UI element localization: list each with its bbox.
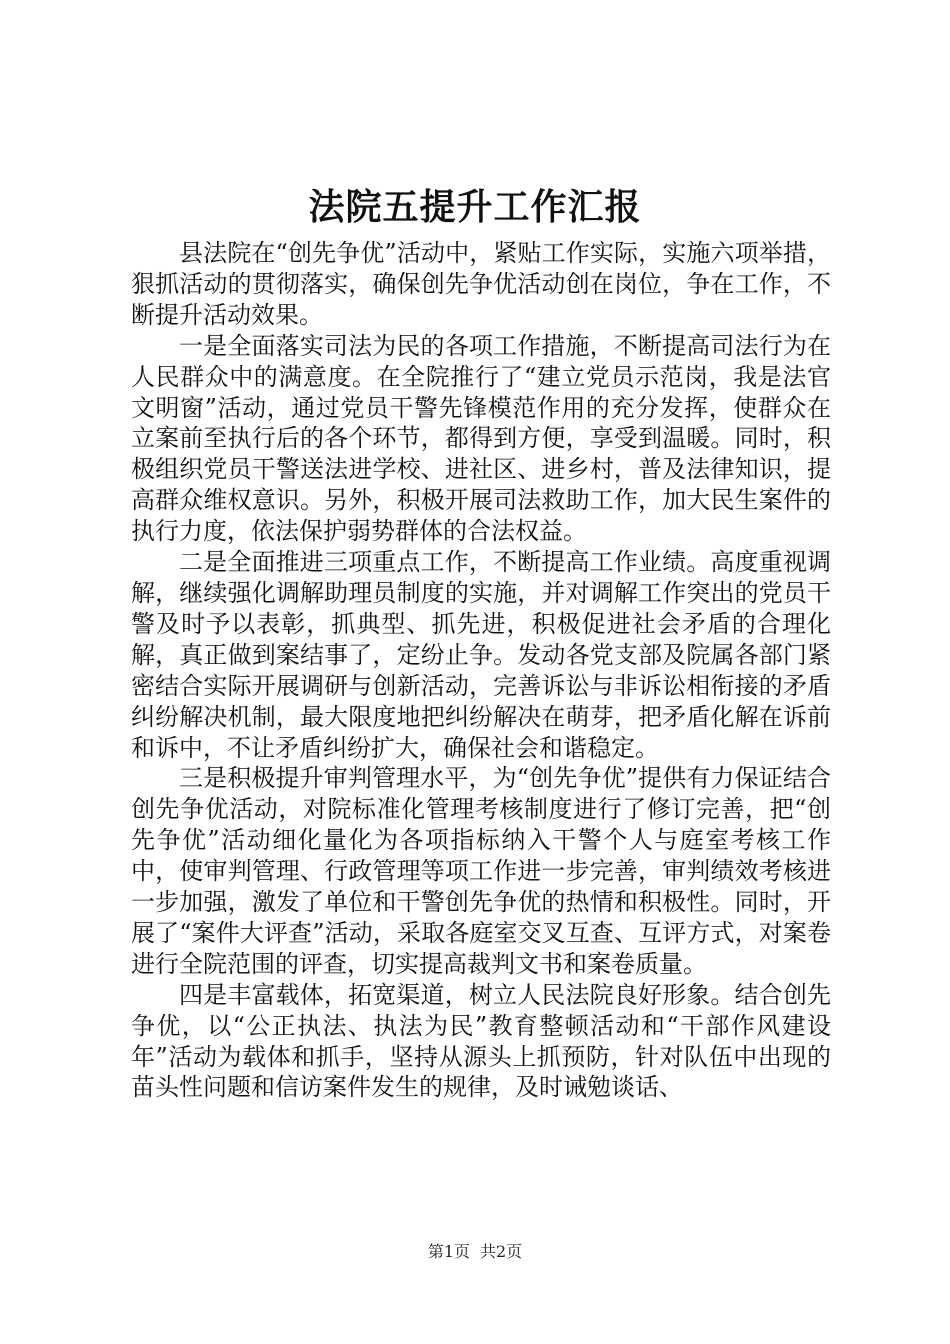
paragraph-four: 四是丰富载体，拓宽渠道，树立人民法院良好形象。结合创先争优，以“公正执法、执法为民”教育整顿活动和“干部作风建设年”活动为载体和抓手，坚持从源头上抓预防，针对队伍中出现的苗头性问题和信访案件发生的规律，及时诫勉谈话、 xyxy=(131,980,831,1102)
paragraph-three: 三是积极提升审判管理水平，为“创先争优”提供有力保证结合创先争优活动，对院标准化管理考核制度进行了修订完善，把“创先争优”活动细化量化为各项指标纳入干警个人与庭室考核工作中，使审判管理、行政管理等项工作进一步完善，审判绩效考核进一步加强，激发了单位和干警创先争优的热情和积极性。同时，开展了“案件大评查”活动，采取各庭室交叉互查、互评方式，对案卷进行全院范围的评查，切实提高裁判文书和案卷质量。 xyxy=(131,764,831,978)
document-body xyxy=(131,238,831,1103)
paragraph-two: 二是全面推进三项重点工作，不断提高工作业绩。高度重视调解，继续强化调解助理员制度的实施，并对调解工作突出的党员干警及时予以表彰，抓典型、抓先进，积极促进社会矛盾的合理化解，真正做到案结事了，定纷止争。发动各党支部及院属各部门紧密结合实际开展调研与创新活动，完善诉讼与非诉讼相衔接的矛盾纠纷解决机制，最大限度地把纠纷解决在萌芽，把矛盾化解在诉前和诉中，不让矛盾纠纷扩大，确保社会和谐稳定。 xyxy=(131,548,831,762)
document-title: 法院五提升工作汇报 xyxy=(308,186,642,228)
page-footer xyxy=(0,1241,950,1263)
page-number: 第1页 xyxy=(427,1242,470,1261)
paragraph-intro: 县法院在“创先争优”活动中，紧贴工作实际，实施六项举措，狠抓活动的贯彻落实，确保创先争优活动创在岗位，争在工作，不断提升活动效果。 xyxy=(131,239,831,329)
page-total: 共2页 xyxy=(480,1242,523,1261)
paragraph-one: 一是全面落实司法为民的各项工作措施，不断提高司法行为在人民群众中的满意度。在全院推行了“建立党员示范岗，我是法官文明窗”活动，通过党员干警先锋模范作用的充分发挥，使群众在立案前至执行后的各个环节，都得到方便，享受到温暖。同时，积极组织党员干警送法进学校、进社区、进乡村，普及法律知识，提高群众维权意识。另外，积极开展司法救助工作，加大民生案件的执行力度，依法保护弱势群体的合法权益。 xyxy=(131,331,831,546)
